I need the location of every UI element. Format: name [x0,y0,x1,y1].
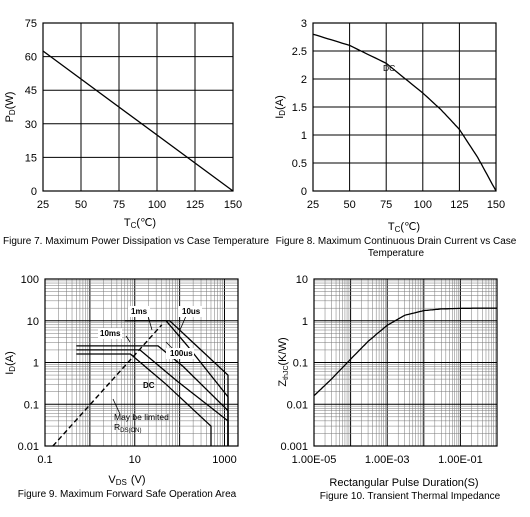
x-tick-label: 125 [450,199,469,211]
y-tick-label: 1 [32,357,39,370]
y-tick-label: 0 [30,186,37,198]
x-tick-label: 150 [223,199,243,211]
grid-lines [313,23,496,191]
annotation-dc: DC [143,381,155,390]
annotation-arrow [148,316,152,330]
y-tick-label: 0 [300,186,307,198]
y-axis-label: ID(A) [4,351,17,375]
plot-frame [43,23,233,191]
y-tick-label: 1 [301,315,308,328]
x-tick-label: 100 [413,199,432,211]
tick-labels [18,274,237,466]
y-tick-label: 45 [24,85,37,98]
x-tick-label: 100 [147,199,167,211]
grid-lines [314,279,497,446]
annotation-rdson: $R_{DS(ON)}$ [114,422,142,434]
x-tick-label: 75 [380,199,393,211]
series-line-4 [76,354,211,446]
x-tick-label: 25 [306,199,320,211]
chart-safe-operation-area [4,274,238,500]
tick-labels [25,18,242,211]
y-tick-label: 100 [20,274,39,286]
x-tick-label: 150 [486,199,506,211]
x-axis-label: Rectangular Pulse Duration(S) [329,477,479,489]
x-axis-label: TC(℃) [123,217,157,230]
y-tick-label: 0.01 [17,441,39,453]
x-tick-label: 1.00E-01 [438,454,483,466]
y-tick-label: 10 [295,274,308,286]
figure-caption-line-1: Figure 8. Maximum Continuous Drain Current vs Case [275,236,517,247]
y-tick-label: 30 [24,118,37,131]
y-tick-label: 0.1 [292,357,308,370]
x-tick-label: 0.1 [37,454,53,466]
y-tick-label: 0.1 [23,399,39,412]
tick-labels [292,18,505,211]
x-tick-label: 75 [112,199,126,211]
annotation-10us: 10us [182,307,201,316]
y-tick-label: 1 [300,130,307,142]
figure-caption: Figure 7. Maximum Power Dissipation vs Case Temperature [2,236,270,247]
y-axis-label: PD(W) [4,91,17,123]
chart-power-dissipation [3,18,269,247]
annotation-1ms: 1ms [131,307,148,316]
x-tick-label: 50 [343,199,356,211]
x-tick-label: 50 [74,199,88,211]
x-tick-label: 25 [36,199,50,211]
series-lines [314,308,497,396]
y-axis-label: ZthJC(K/W) [277,337,290,387]
series-line-0 [43,51,233,191]
x-axis-label: TC(℃) [387,221,421,234]
x-tick-label: 1000 [212,454,237,466]
chart-thermal-impedance [277,274,501,502]
x-axis-label: VDS (V) [108,474,146,487]
figure-caption-line-2: Temperature [367,248,425,259]
series-lines [313,34,496,191]
annotation-dc: DC [383,63,396,73]
y-tick-label: 0.01 [286,399,308,412]
y-tick-label: 2 [300,74,307,86]
series-line-0 [314,308,497,396]
y-tick-label: 15 [24,152,37,165]
y-tick-label: 0.001 [280,441,308,453]
chart-drain-current [274,18,517,259]
annotation-arrow [180,316,186,330]
y-tick-label: 1.5 [291,102,307,114]
annotation-100us: 100us [170,349,193,358]
y-tick-label: 60 [24,51,37,64]
x-tick-label: 125 [185,199,205,211]
annotation-limited: May be limited [114,412,169,422]
x-tick-label: 1.00E-05 [291,454,337,466]
y-tick-label: 75 [24,18,37,30]
y-tick-label: 3 [300,18,307,30]
x-tick-label: 10 [128,454,141,466]
y-tick-label: 10 [26,315,39,328]
y-axis-label: ID(A) [274,95,287,119]
y-tick-label: 0.5 [291,158,307,170]
figure-caption: Figure 9. Maximum Forward Safe Operation Area [17,489,237,500]
figure-caption: Figure 10. Transient Thermal Impedance [319,491,501,502]
series-line-0 [313,34,496,191]
y-tick-label: 2.5 [291,46,307,58]
x-tick-label: 1.00E-03 [364,454,410,466]
annotation-10ms: 10ms [100,329,121,338]
grid-lines [43,23,233,191]
series-lines [43,51,233,191]
